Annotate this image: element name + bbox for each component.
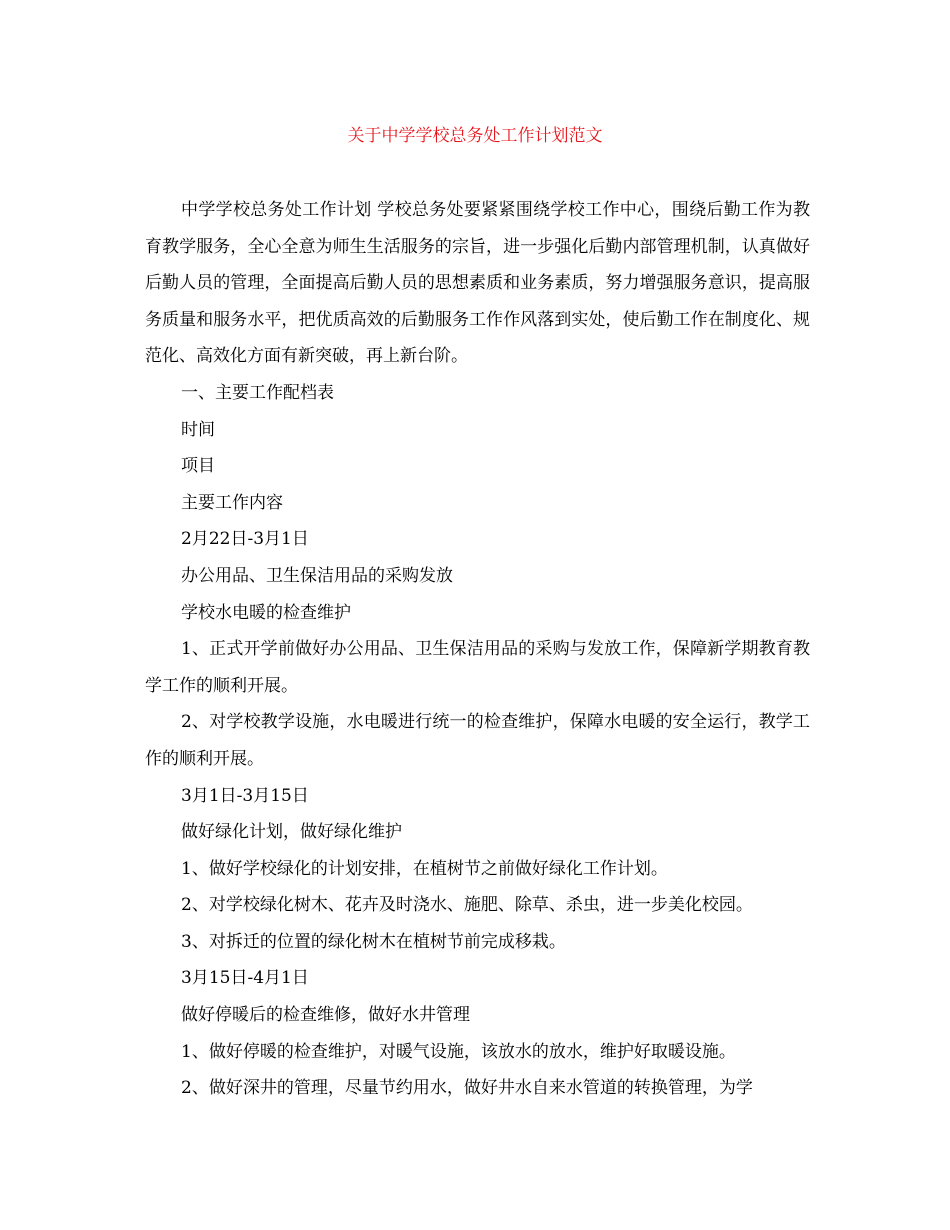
- period-3-detail-1: 1、做好停暖的检查维护，对暖气设施，该放水的放水，维护好取暖设施。: [181, 1041, 736, 1062]
- period-2-detail-3: 3、对拆迁的位置的绿化树木在植树节前完成移栽。: [181, 931, 566, 952]
- period-1-detail-1: 1、正式开学前做好办公用品、卫生保洁用品的采购与发放工作，保障新学期教育教学工作的顺利开展。: [145, 639, 810, 696]
- column-header-content: 主要工作内容: [181, 492, 283, 513]
- intro-paragraph: 中学学校总务处工作计划 学校总务处要紧紧围绕学校工作中心，围绕后勤工作为教育教学服务，全心全意为师生生活服务的宗旨，进一步强化后勤内部管理机制，认真做好后勤人员的管理，全面提高后勤人员的思想素质和业务素质，努力增强服务意识，提高服务质量和服务水平，把优质高效的后勤服务工作作风落到实处，使后勤工作在制度化、规范化、高效化方面有新突破，再上新台阶。: [145, 200, 810, 367]
- period-1-item-b: 学校水电暖的检查维护: [181, 602, 351, 623]
- period-2-detail-1: 1、做好学校绿化的计划安排，在植树节之前做好绿化工作计划。: [181, 858, 668, 879]
- period-2-item: 做好绿化计划，做好绿化维护: [181, 822, 402, 843]
- period-3-detail-2: 2、做好深井的管理，尽量节约用水，做好井水自来水管道的转换管理，为学: [181, 1078, 753, 1099]
- document-title: 关于中学学校总务处工作计划范文: [347, 126, 603, 146]
- period-3-item: 做好停暖后的检查维修，做好水井管理: [181, 1005, 470, 1026]
- period-1-detail-2: 2、对学校教学设施，水电暖进行统一的检查维护，保障水电暖的安全运行，教学工作的顺利开展。: [145, 712, 810, 769]
- column-header-item: 项目: [181, 456, 215, 477]
- document-body: [145, 192, 810, 1107]
- section-heading: 一、主要工作配档表: [181, 382, 334, 403]
- period-3-date: 3月15日-4月1日: [181, 968, 309, 989]
- column-header-time: 时间: [181, 419, 215, 440]
- period-1-date: 2月22日-3月1日: [181, 529, 309, 550]
- period-2-date: 3月1日-3月15日: [181, 785, 309, 806]
- period-2-detail-2: 2、对学校绿化树木、花卉及时浇水、施肥、除草、杀虫，进一步美化校园。: [181, 895, 753, 916]
- period-1-item-a: 办公用品、卫生保洁用品的采购发放: [181, 565, 453, 586]
